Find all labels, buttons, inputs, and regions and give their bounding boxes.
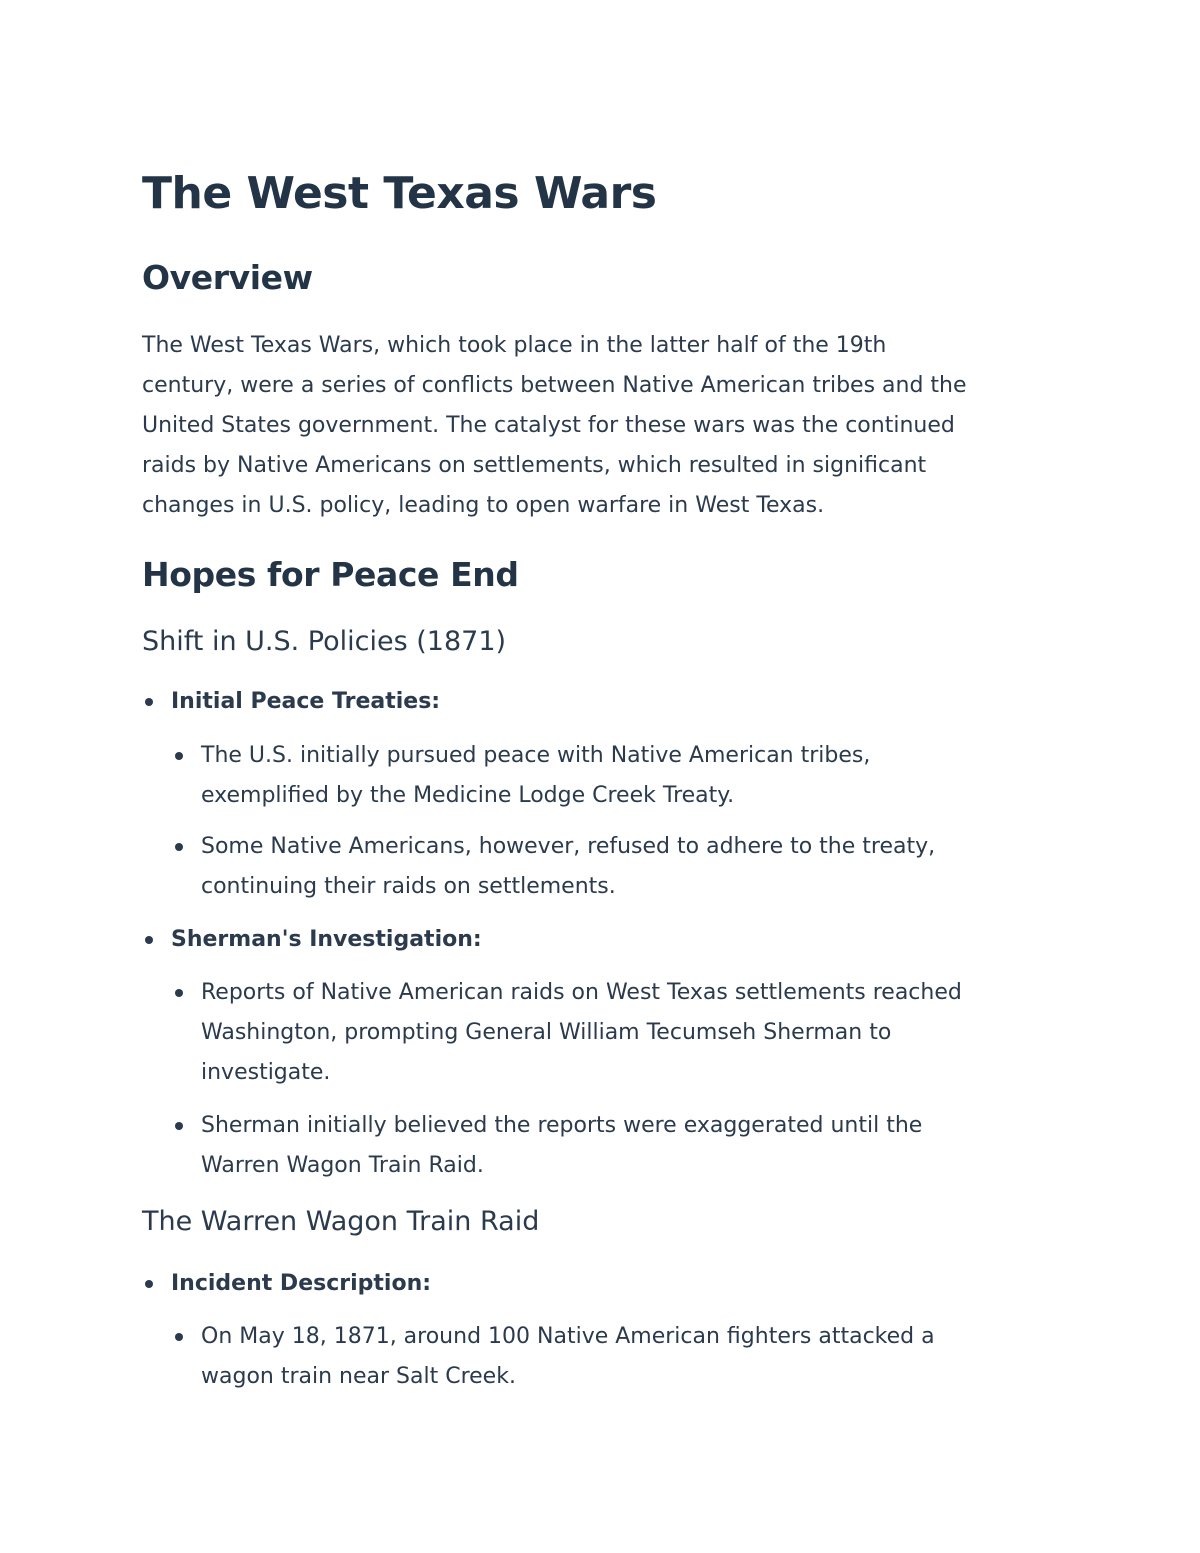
list-item-initial-peace-treaties: [171, 682, 440, 722]
list-item: [201, 1317, 935, 1397]
list-item-label: Sherman's Investigation:: [171, 927, 482, 952]
page-title: The West Texas Wars: [142, 168, 657, 219]
list-item-label: Incident Description:: [171, 1271, 432, 1296]
overview-heading: Overview: [142, 258, 313, 297]
paragraph-line: century, were a series of conflicts between Native American tribes and the: [142, 373, 967, 398]
paragraph-line: The West Texas Wars, which took place in the latter half of the 19th: [142, 333, 887, 358]
list-item-line: Reports of Native American raids on West Texas settlements reached: [201, 980, 962, 1005]
list-item-line: Washington, prompting General William Tecumseh Sherman to: [201, 1020, 892, 1045]
list-item: [201, 827, 935, 907]
list-item-line: The U.S. initially pursued peace with Native American tribes,: [201, 743, 871, 768]
list-item-label: Initial Peace Treaties:: [171, 689, 441, 714]
list-item-line: Warren Wagon Train Raid.: [201, 1153, 484, 1178]
paragraph-line: changes in U.S. policy, leading to open warfare in West Texas.: [142, 493, 825, 518]
overview-paragraph: [142, 326, 1062, 526]
paragraph-line: United States government. The catalyst for these wars was the continued: [142, 413, 955, 438]
warren-raid-heading: The Warren Wagon Train Raid: [142, 1206, 540, 1237]
hopes-for-peace-heading: Hopes for Peace End: [142, 555, 519, 594]
list-item-line: wagon train near Salt Creek.: [201, 1364, 516, 1389]
list-item-line: Some Native Americans, however, refused to adhere to the treaty,: [201, 834, 936, 859]
list-item-shermans-investigation: [171, 920, 482, 960]
list-item: [201, 736, 870, 816]
list-item: [201, 973, 962, 1093]
shift-policies-heading: Shift in U.S. Policies (1871): [142, 626, 507, 657]
list-item-line: On May 18, 1871, around 100 Native American fighters attacked a: [201, 1324, 935, 1349]
paragraph-line: raids by Native Americans on settlements, which resulted in significant: [142, 453, 927, 478]
list-item-line: exemplified by the Medicine Lodge Creek Treaty.: [201, 783, 735, 808]
list-item-line: investigate.: [201, 1060, 331, 1085]
list-item: [201, 1106, 922, 1186]
list-item-line: continuing their raids on settlements.: [201, 874, 616, 899]
list-item-incident-description: [171, 1264, 431, 1304]
list-item-line: Sherman initially believed the reports were exaggerated until the: [201, 1113, 923, 1138]
